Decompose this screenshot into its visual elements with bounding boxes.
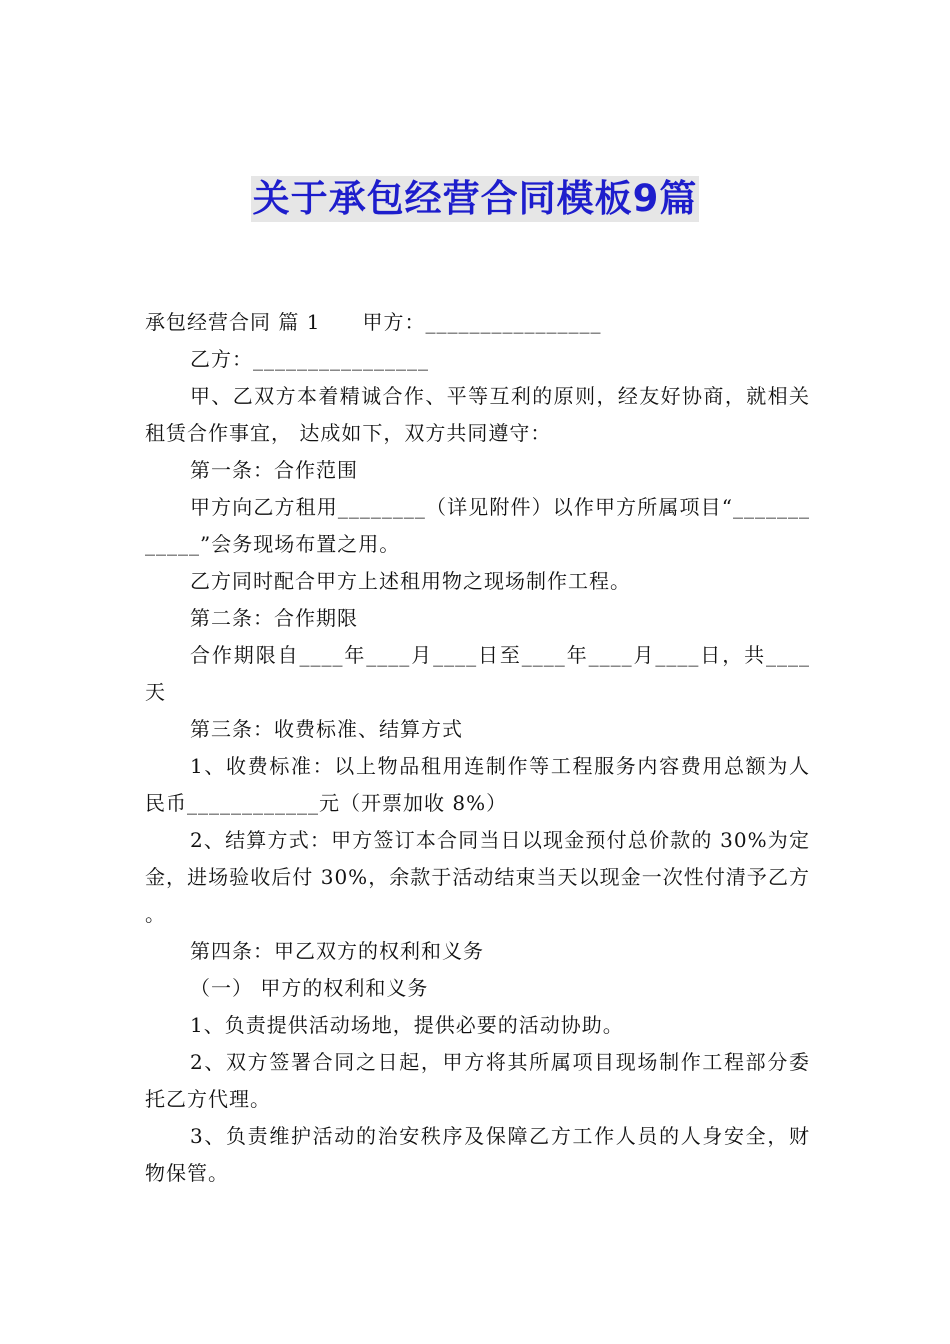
document-body (145, 304, 818, 1192)
section-heading: 第三条：收费标准、结算方式 (190, 717, 463, 741)
page-title-text: 关于承包经营合同模板9篇 (252, 177, 698, 220)
section-heading: 第四条：甲乙双方的权利和义务 (190, 939, 484, 963)
list-item: 1、负责提供活动场地，提供必要的活动协助。 (190, 1013, 624, 1037)
list-item: 3、负责维护活动的治安秩序及保障乙方工作人员的人身安全，财物保管。 (145, 1124, 810, 1185)
page-title (0, 176, 950, 226)
subsection-heading: （一） 甲方的权利和义务 (190, 976, 429, 1000)
paragraph: 乙方：________________ (190, 347, 429, 371)
paragraph: 合作期限自____年____月____日至____年____月____日，共____天 (145, 643, 810, 704)
paragraph: 甲、乙双方本着精诚合作、平等互利的原则，经友好协商，就相关租赁合作事宜， 达成如下，双方共同遵守： (145, 384, 810, 445)
paragraph: 乙方同时配合甲方上述租用物之现场制作工程。 (190, 569, 631, 593)
section-heading: 第二条：合作期限 (190, 606, 358, 630)
paragraph: 甲方向乙方租用________（详见附件）以作甲方所属项目“____________”会务现场布置之用。 (145, 495, 810, 556)
list-item: 2、双方签署合同之日起，甲方将其所属项目现场制作工程部分委托乙方代理。 (145, 1050, 810, 1111)
section-heading: 第一条：合作范围 (190, 458, 358, 482)
paragraph: 1、收费标准：以上物品租用连制作等工程服务内容费用总额为人民币____________元（开票加收 8%） (145, 754, 810, 815)
paragraph: 承包经营合同 篇 1 甲方：________________ (145, 310, 602, 334)
paragraph: 2、结算方式：甲方签订本合同当日以现金预付总价款的 30%为定金，进场验收后付 30%，余款于活动结束当天以现金一次性付清予乙方 。 (145, 828, 818, 926)
